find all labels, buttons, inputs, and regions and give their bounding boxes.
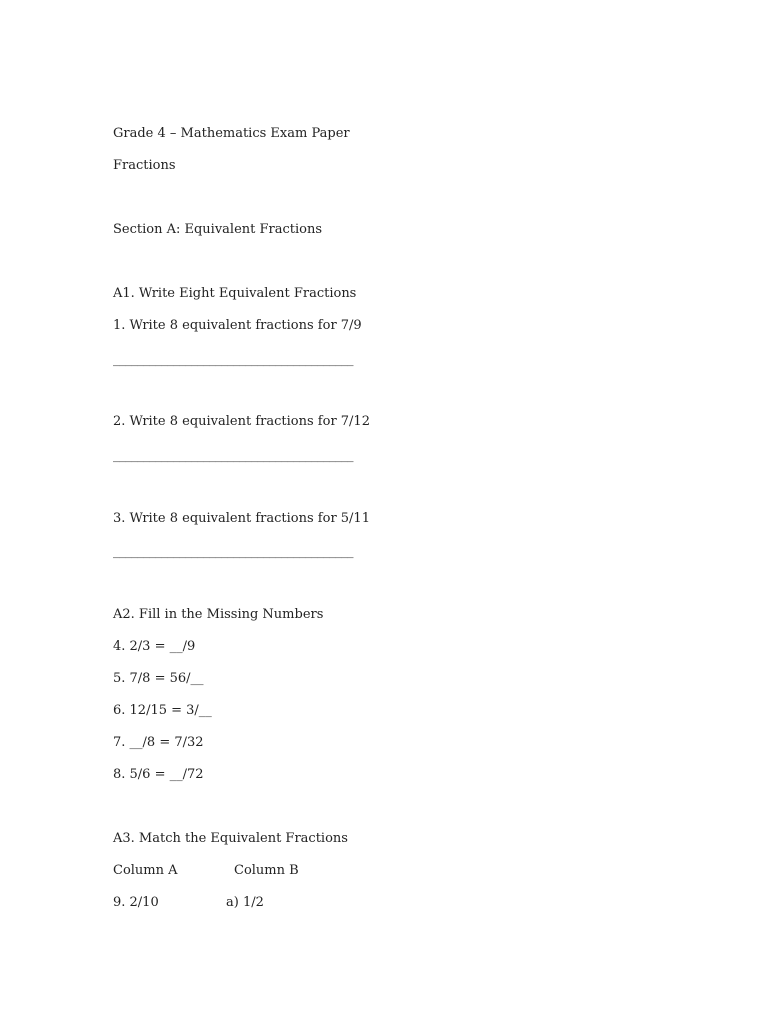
question-8: 8. 5/6 = __/72 [113,767,204,782]
answer-line-3: ________________________________________ [113,544,353,559]
match-row-a: 9. 2/10 [113,895,159,910]
question-6: 6. 12/15 = 3/__ [113,703,212,718]
a2-heading: A2. Fill in the Missing Numbers [113,607,324,622]
answer-line-2: ________________________________________ [113,448,353,463]
question-4: 4. 2/3 = __/9 [113,639,196,654]
a3-heading: A3. Match the Equivalent Fractions [113,831,348,846]
column-b-label: Column B [234,863,299,878]
answer-line-1: ________________________________________ [113,352,353,367]
question-1: 1. Write 8 equivalent fractions for 7/9 [113,318,362,333]
column-a-label: Column A [113,863,178,878]
a1-heading: A1. Write Eight Equivalent Fractions [113,286,357,301]
match-row-b: a) 1/2 [226,895,264,910]
question-5: 5. 7/8 = 56/__ [113,671,204,686]
exam-title: Grade 4 – Mathematics Exam Paper [113,126,350,141]
section-a-heading: Section A: Equivalent Fractions [113,222,323,237]
question-2: 2. Write 8 equivalent fractions for 7/12 [113,414,370,429]
question-3: 3. Write 8 equivalent fractions for 5/11 [113,511,370,526]
exam-subtitle: Fractions [113,158,176,173]
question-7: 7. __/8 = 7/32 [113,735,204,750]
